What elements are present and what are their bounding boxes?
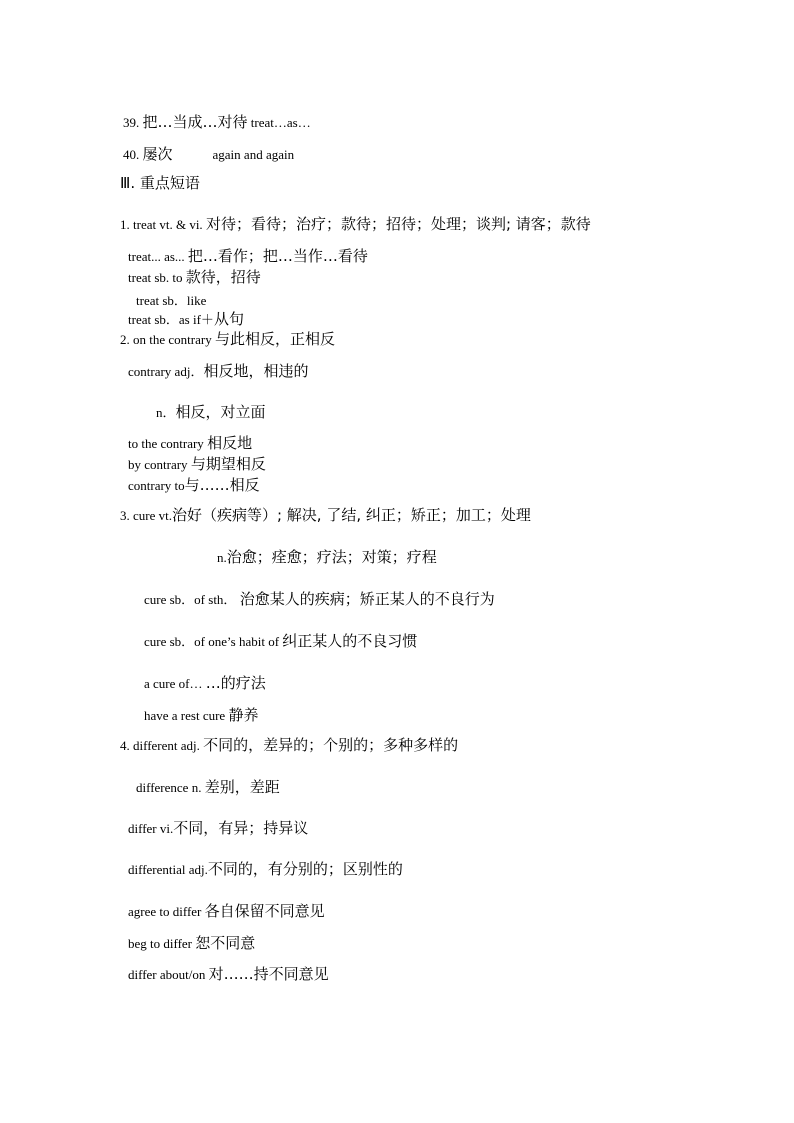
phrase-differ: differ vi.不同，有异；持异议 xyxy=(128,819,309,837)
phrase-to-the-contrary: to the contrary 相反地 xyxy=(128,434,253,452)
phrase-cure-sb-of-sth: cure sb．of sth． 治愈某人的疾病；矫正某人的不良行为 xyxy=(144,590,495,608)
phrase-treat-to: treat sb. to 款待，招待 xyxy=(128,268,261,286)
vocab-line-39: 39. 把…当成…对待 treat…as… xyxy=(123,113,311,131)
phrase-differ-about-on: differ about/on 对……持不同意见 xyxy=(128,965,329,983)
vocab-line-40: 40. 屡次 again and again xyxy=(123,145,295,163)
phrase-different: 4. different adj. 不同的，差异的；个别的；多种多样的 xyxy=(120,736,459,754)
phrase-treat-as-if: treat sb．as if＋从句 xyxy=(128,310,244,328)
phrase-cure-n: n.治愈；痊愈；疗法；对策；疗程 xyxy=(217,548,437,566)
phrase-contrary-n: n．相反，对立面 xyxy=(156,403,266,421)
phrase-beg-to-differ: beg to differ 恕不同意 xyxy=(128,934,256,952)
phrase-treat-like: treat sb．like xyxy=(136,293,207,308)
phrase-rest-cure: have a rest cure 静养 xyxy=(144,706,259,724)
phrase-on-the-contrary: 2. on the contrary 与此相反，正相反 xyxy=(120,330,335,348)
phrase-contrary-adj: contrary adj．相反地，相违的 xyxy=(128,362,309,380)
phrase-treat: 1. treat vt. & vi. 对待；看待；治疗；款待；招待；处理；谈判; 请客；款待 xyxy=(120,215,591,233)
section-heading: Ⅲ. 重点短语 xyxy=(120,174,200,192)
phrase-cure-habit: cure sb．of one’s habit of 纠正某人的不良习惯 xyxy=(144,632,418,650)
phrase-cure: 3. cure vt.治好（疾病等）; 解决, 了结, 纠正；矫正；加工；处理 xyxy=(120,506,531,524)
phrase-by-contrary: by contrary 与期望相反 xyxy=(128,455,266,473)
phrase-a-cure-of: a cure of… …的疗法 xyxy=(144,674,266,692)
phrase-agree-to-differ: agree to differ 各自保留不同意见 xyxy=(128,902,325,920)
phrase-difference: difference n. 差别，差距 xyxy=(136,778,280,796)
phrase-treat-as: treat... as... 把…看作；把…当作…看待 xyxy=(128,247,368,265)
phrase-contrary-to: contrary to与……相反 xyxy=(128,476,260,494)
phrase-differential: differential adj.不同的，有分别的；区别性的 xyxy=(128,860,403,878)
